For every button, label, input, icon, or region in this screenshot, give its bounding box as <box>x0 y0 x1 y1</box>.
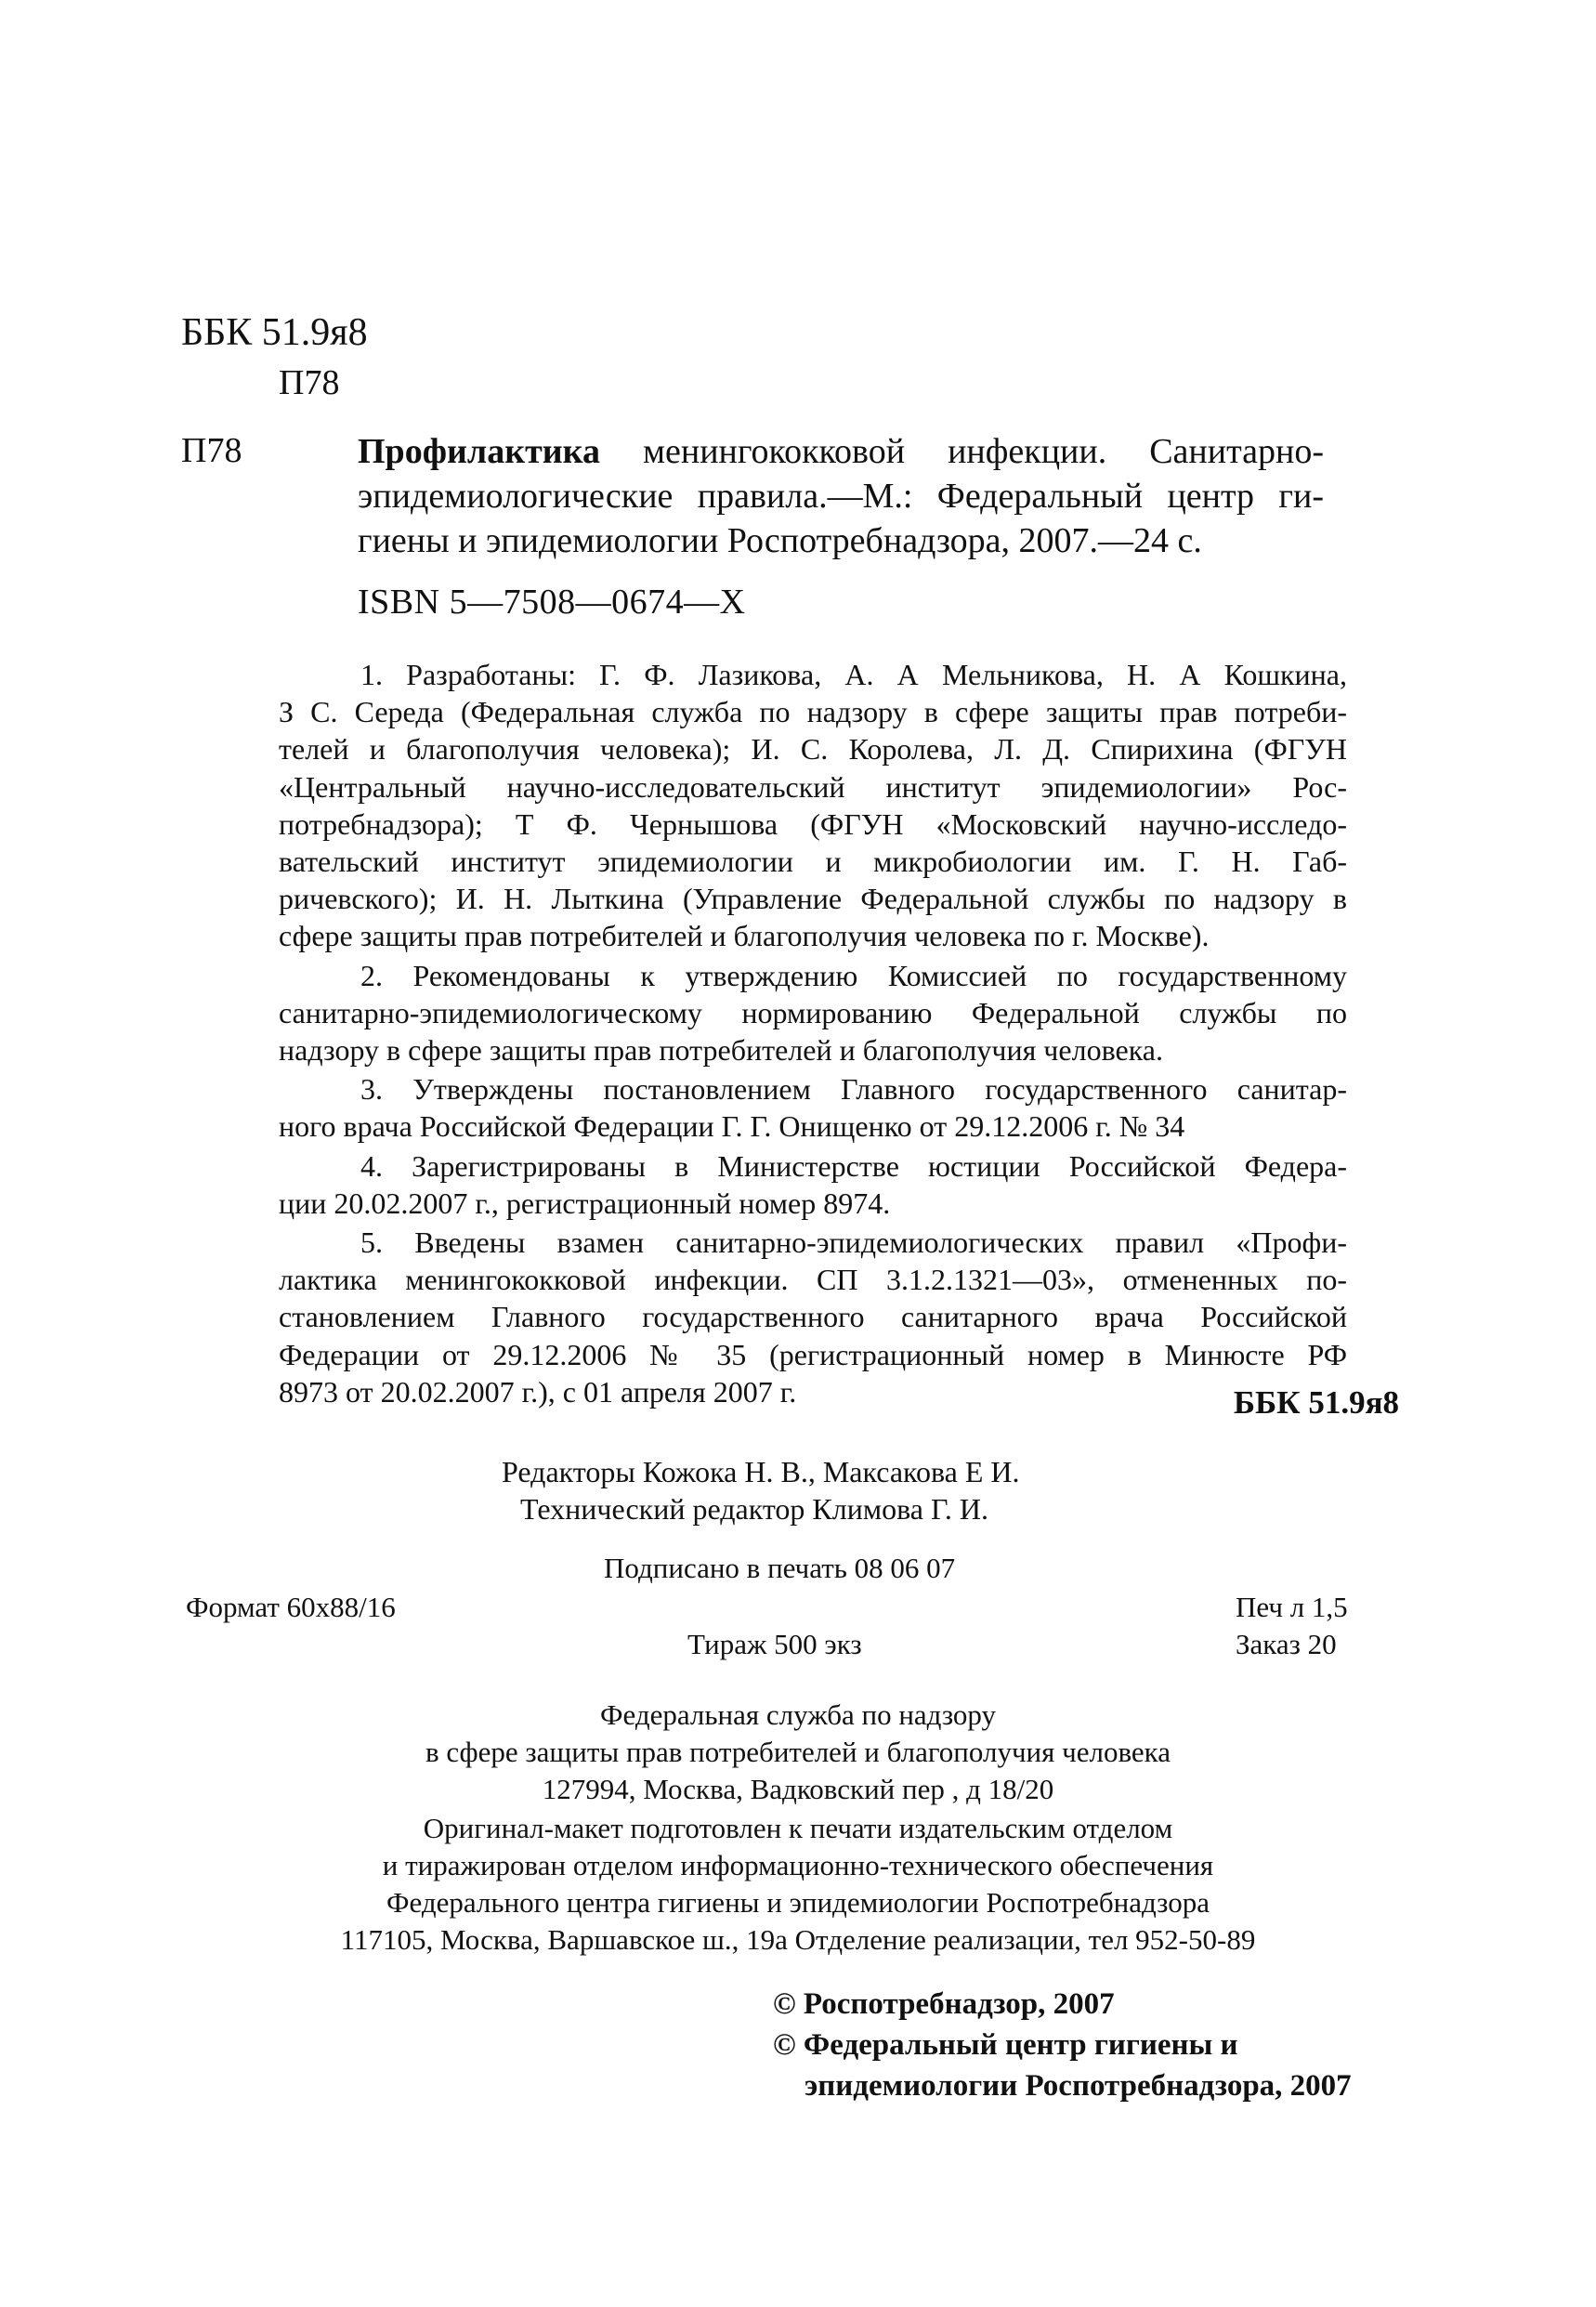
publisher-address: 127994, Москва, Вадковский пер , д 18/20 <box>542 1773 1054 1805</box>
note-2 <box>279 957 1347 1069</box>
original-layout-block <box>0 1810 1596 1959</box>
order-number: Заказ 20 <box>1236 1628 1337 1660</box>
publisher-line: в сфере защиты прав потребителей и благополучия человека <box>425 1736 1171 1768</box>
annotation-code: П78 <box>181 431 242 470</box>
note-line: 8973 от 20.02.2007 г.), с 01 апреля 2007 г. <box>279 1374 797 1409</box>
bbk-code: ББК 51.9я8 <box>181 311 368 354</box>
original-layout-address: 117105, Москва, Варшавское ш., 19а Отделение реализации, тел 952-50-89 <box>340 1923 1256 1956</box>
isbn: ISBN 5—7508—0674—X <box>358 583 746 622</box>
copyright-block <box>773 1984 1352 2106</box>
technical-editor: Технический редактор Климова Г. И. <box>520 1492 988 1526</box>
note-line: потребнадзора); Т Ф. Чернышова (ФГУН «Московский научно-исследо- <box>279 806 1347 841</box>
annotation-line-1: менингококковой инфекции. Санитарно- <box>599 432 1324 471</box>
note-line: 1. Разработаны: Г. Ф. Лазикова, А. А Мельникова, Н. А Кошкина, <box>360 658 1347 691</box>
note-line: 4. Зарегистрированы в Министерстве юстиции Российской Федера- <box>360 1148 1347 1183</box>
notes-list <box>279 656 1347 1412</box>
original-layout-line: Федерального центра гигиены и эпидемиологии Роспотребнадзора <box>386 1886 1210 1919</box>
note-4 <box>279 1147 1347 1222</box>
note-line: вательский институт эпидемиологии и микробиологии им. Г. Н. Габ- <box>279 845 1347 879</box>
publisher-line: Федеральная служба по надзору <box>600 1698 996 1731</box>
copyright-line: эпидемиологии Роспотребнадзора, 2007 <box>805 2069 1352 2103</box>
note-line: сфере защиты прав потребителей и благополучия человека по г. Москве). <box>279 919 1210 953</box>
note-line: 5. Введены взамен санитарно-эпидемиологических правил «Профи- <box>360 1226 1347 1260</box>
note-line: санитарно-эпидемиологическому нормированию Федеральной службы по <box>279 995 1347 1029</box>
publisher-block <box>0 1697 1596 1808</box>
note-5 <box>279 1224 1347 1410</box>
note-line: ции 20.02.2007 г., регистрационный номер 8974. <box>279 1186 891 1220</box>
print-run: Тираж 500 экз <box>687 1628 862 1660</box>
note-3 <box>279 1070 1347 1145</box>
copyright-line: © Федеральный центр гигиены и <box>773 2028 1238 2062</box>
copyright-line: © Роспотребнадзор, 2007 <box>773 1987 1115 2021</box>
annotation-line-3: гиены и эпидемиологии Роспотребнадзора, 2007.—24 с. <box>358 521 1202 560</box>
original-layout-line: Оригинал-макет подготовлен к печати издательским отделом <box>423 1812 1173 1844</box>
paper-format: Формат 60x88/16 <box>186 1591 396 1623</box>
note-line: ричевского); И. Н. Лыткина (Управление Федеральной службы по надзору в <box>279 882 1347 916</box>
printed-sheets: Печ л 1,5 <box>1236 1591 1348 1623</box>
note-line: З С. Середа (Федеральная служба по надзору в сфере защиты прав потреби- <box>279 695 1347 729</box>
annotation-title: Профилактика <box>358 432 600 471</box>
note-line: ного врача Российской Федерации Г. Г. Онищенко от 29.12.2006 г. № 34 <box>279 1109 1185 1144</box>
note-line: «Центральный научно-исследовательский институт эпидемиологии» Рос- <box>279 769 1347 804</box>
note-line: 3. Утверждены постановлением Главного государственного санитар- <box>360 1072 1347 1107</box>
note-line: Федерации от 29.12.2006 № 35 (регистрационный номер в Минюсте РФ <box>279 1337 1347 1371</box>
note-1 <box>279 656 1347 955</box>
note-line: лактика менингококковой инфекции. СП 3.1.2.1321—03», отмененных по- <box>279 1263 1347 1297</box>
annotation-line-2: эпидемиологические правила.—М.: Федеральный центр ги- <box>358 477 1324 516</box>
original-layout-line: и тиражирован отделом информационно-технического обеспечения <box>382 1849 1214 1881</box>
note-line: телей и благополучия человека); И. С. Королева, Л. Д. Спирихина (ФГУН <box>279 732 1347 767</box>
bbk-code-right: ББК 51.9я8 <box>1233 1384 1399 1421</box>
note-line: надзору в сфере защиты прав потребителей и благополучия человека. <box>279 1033 1163 1068</box>
note-line: становлением Главного государственного санитарного врача Российской <box>279 1300 1347 1334</box>
note-line: 2. Рекомендованы к утверждению Комиссией по государственному <box>360 958 1347 992</box>
editors: Редакторы Кожока Н. В., Максакова Е И. <box>502 1455 1020 1488</box>
annotation-text <box>358 429 1324 563</box>
author-code: П78 <box>279 363 340 402</box>
signed-to-print: Подписано в печать 08 06 07 <box>604 1552 956 1584</box>
